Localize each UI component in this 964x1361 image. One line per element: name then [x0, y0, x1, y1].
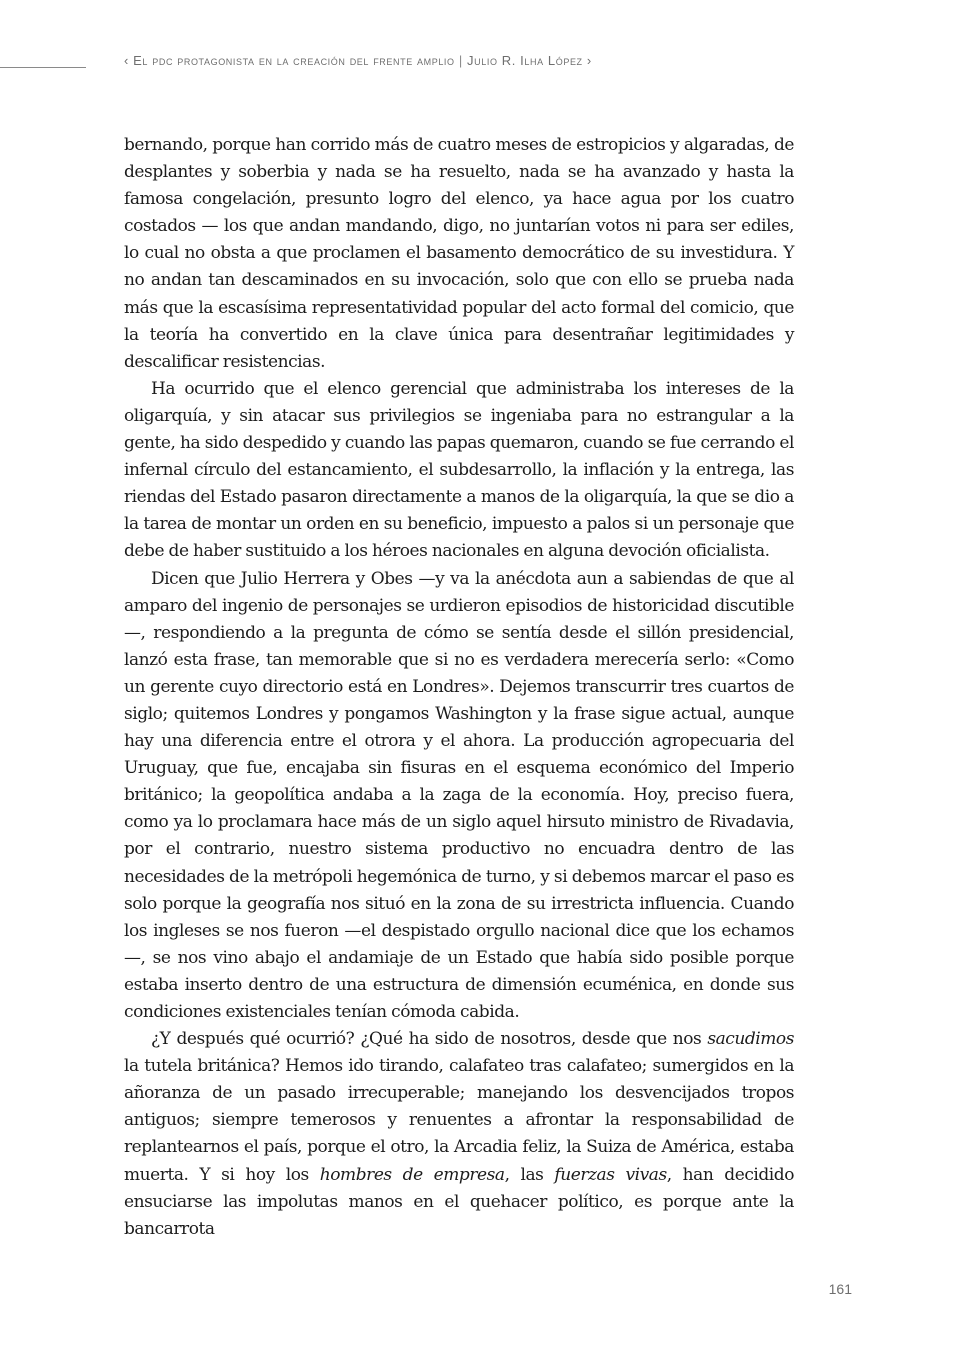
page-number: 161: [828, 1281, 852, 1297]
paragraph-segment: la tutela británica? Hemos ido tirando, calafateo tras calafateo; sumergidos en la añoranza de un pasado irrecuperable; manejando los desvencijados tropos antiguos; siempre temerosos y renuentes a afrontar la responsabilidad de replantearnos el país, porque el otro, la Arcadia feliz, la Suiza de América, estaba muerta. Y si hoy los: [124, 1056, 794, 1185]
italic-term-fuerzas-vivas: fuerzas vivas: [554, 1164, 667, 1185]
paragraph-segment: bernando, porque han corrido más de cuatro meses de estropicios y algaradas, de desplantes y soberbia y nada se ha resuelto, nada se ha avanzado y hasta la famosa congelación, presunto logro del elenco, ya hace agua por los cuatro costados — los que andan mandando, digo, no juntarían votos ni para ser ediles, lo cual no obsta a que proclamen el basamento democrático de su investidura. Y no andan tan descaminados en su invocación, solo que con ello se prueba nada más que la escasísima representatividad popular del acto formal del comicio, que la teoría ha convertido en la clave única para desentrañar legitimidades y descalificar resistencias.: [124, 135, 794, 372]
running-head: [124, 53, 592, 68]
paragraph-4: [124, 1026, 794, 1243]
italic-term-hombres-de-empresa: hombres de empresa: [319, 1164, 505, 1185]
italic-term-sacudimos: sacudimos: [707, 1029, 794, 1050]
running-head-separator: |: [454, 53, 468, 68]
paragraph-segment: Ha ocurrido que el elenco gerencial que administraba los intereses de la oligarquía, y sin atacar sus privilegios se ingeniaba para no estrangular a la gente, ha sido despedido y cuando las papas quemaron, cuando se fue cerrando el infernal círculo del estancamiento, el subdesarrollo, la inflación y la entrega, las riendas del Estado pasaron directamente a manos de la oligarquía, la que se dio a la tarea de montar un orden en su beneficio, impuesto a palos si un personaje que debe de haber sustituido a los héroes nacionales en alguna devoción oficialista.: [124, 378, 794, 562]
running-head-close-mark: ›: [582, 53, 592, 68]
body-text: [124, 132, 794, 1243]
running-head-author: Julio R. Ilha López: [467, 53, 583, 68]
running-head-title: El pdc protagonista en la creación del frente amplio: [133, 53, 455, 68]
running-head-open-mark: ‹: [124, 53, 134, 68]
paragraph-segment: , han decidido ensuciarse las impolutas manos en el quehacer político, es porque ante la bancarrota: [124, 1164, 795, 1239]
paragraph-segment: Dicen que Julio Herrera y Obes —y va la anécdota aun a sabiendas de que al amparo del ingenio de personajes se urdieron episodios de historicidad discutible—, respondiendo a la pregunta de cómo se sentía desde el sillón presidencial, lanzó esta frase, tan memorable que si no es verdadera merecería serlo: «Como un gerente cuyo directorio está en Londres». Dejemos transcurrir tres cuartos de siglo; quitemos Londres y pongamos Washington y la frase sigue actual, aunque hay una diferencia entre el otrora y el ahora. La producción agropecuaria del Uruguay, que fue, encajaba sin fisuras en el esquema económico del Imperio británico; la geopolítica andaba a la zaga de la economía. Hoy, preciso fuera, como ya lo proclamara hace más de un siglo aquel hirsuto ministro de Rivadavia, por el contrario, nuestro sistema productivo no encuadra dentro de las necesidades de la metrópoli hegemónica de turno, y si debemos marcar el paso es solo porque la geografía nos situó en la zona de su irrestricta influencia. Cuando los ingleses se nos fueron —el despistado orgullo nacional dice que los echamos—, se nos vino abajo el andamiaje de un Estado que había sido posible porque estaba inserto dentro de una estructura de dimensión ecuménica, en donde sus condiciones existenciales tenían cómoda cabida.: [124, 568, 794, 1022]
paragraph-2: [124, 376, 794, 566]
paragraph-segment: ¿Y después qué ocurrió? ¿Qué ha sido de nosotros, desde que nos: [151, 1029, 708, 1050]
paragraph-1: [124, 132, 794, 376]
header-rule: [0, 67, 86, 68]
paragraph-3: [124, 566, 794, 1027]
paragraph-segment: , las: [504, 1164, 555, 1185]
